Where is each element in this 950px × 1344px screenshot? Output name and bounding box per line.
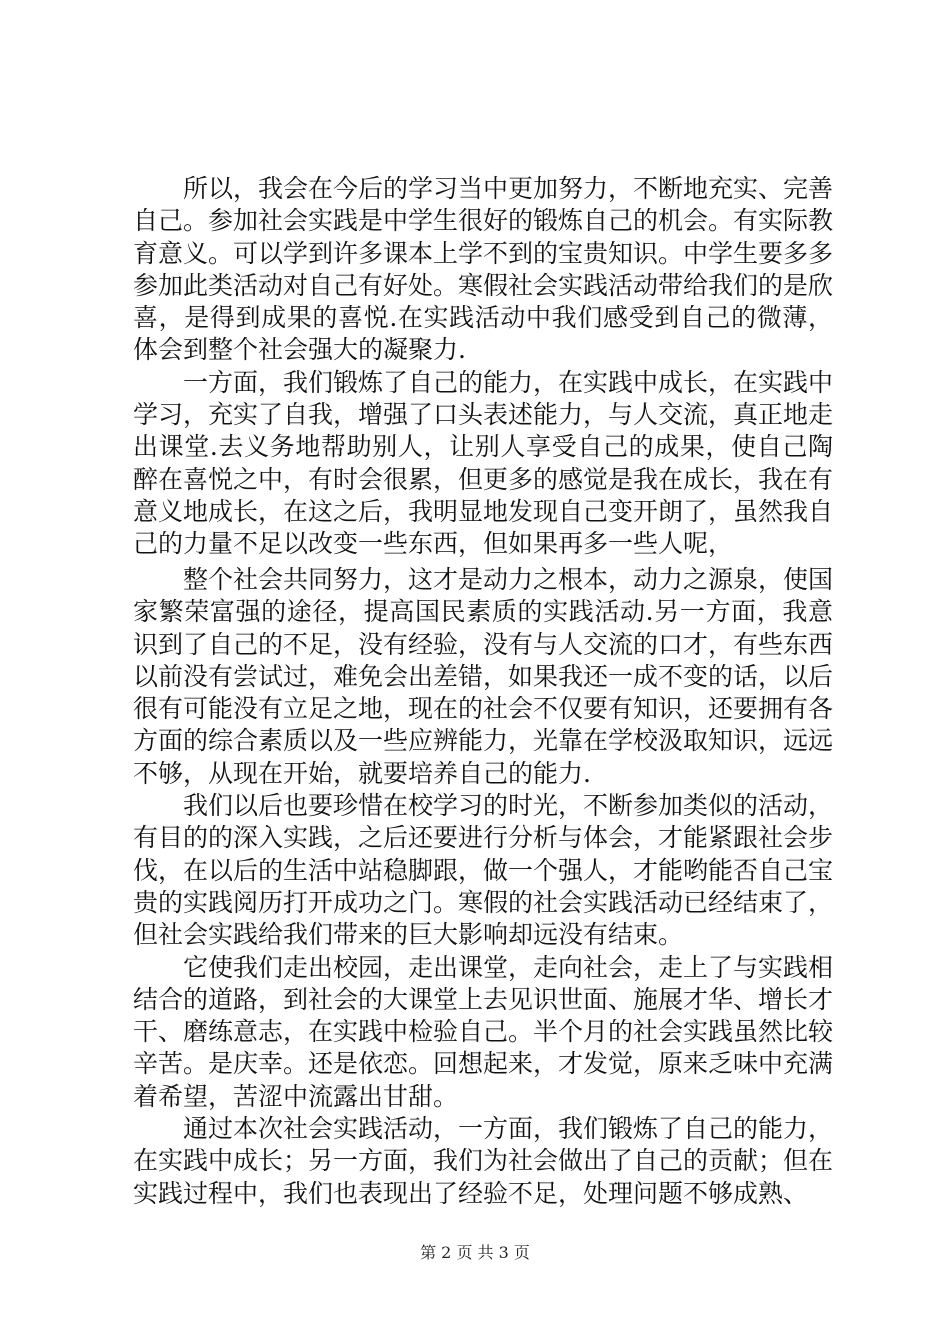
paragraph: 它使我们走出校园，走出课堂，走向社会，走上了与实践相结合的道路，到社会的大课堂上去见识世面、施展才华、增长才干、磨练意志，在实践中检验自己。半个月的社会实践虽然比较辛苦。是庆幸。还是依恋。回想起来，才发觉，原来乏味中充满着希望，苦涩中流露出甘甜。 — [133, 952, 834, 1111]
text-block-upper — [133, 173, 833, 561]
paragraph: 一方面，我们锻炼了自己的能力，在实践中成长，在实践中学习，充实了自我，增强了口头表述能力，与人交流，真正地走出课堂.去义务地帮助别人，让别人享受自己的成果，使自己陶醉在喜悦之中，有时会很累，但更多的感觉是我在成长，我在有意义地成长，在这之后，我明显地发现自己变开朗了，虽然我自己的力量不足以改变一些东西，但如果再多一些人呢， — [133, 367, 834, 559]
paragraph: 所以，我会在今后的学习当中更加努力，不断地充实、完善自己。参加社会实践是中学生很好的锻炼自己的机会。有实际教育意义。可以学到许多课本上学不到的宝贵知识。中学生要多多参加此类活动对自己有好处。寒假社会实践活动带给我们的是欣喜，是得到成果的喜悦.在实践活动中我们感受到自己的微薄，体会到整个社会强大的凝聚力. — [133, 174, 834, 365]
paragraph: 通过本次社会实践活动，一方面，我们锻炼了自己的能力，在实践中成长；另一方面，我们为社会做出了自己的贡献；但在实践过程中，我们也表现出了经验不足，处理问题不够成熟、 — [133, 1114, 834, 1208]
page-number-footer: 第 2 页 共 3 页 — [420, 1243, 530, 1262]
paragraph: 我们以后也要珍惜在校学习的时光，不断参加类似的活动，有目的的深入实践，之后还要进行分析与体会，才能紧跟社会步伐，在以后的生活中站稳脚跟，做一个强人，才能哟能否自己宝贵的实践阅历打开成功之门。寒假的社会实践活动已经结束了，但社会实践给我们带来的巨大影响却远没有结束。 — [133, 791, 834, 950]
text-block-lower — [133, 564, 833, 1210]
paragraph: 整个社会共同努力，这才是动力之根本，动力之源泉，使国家繁荣富强的途径，提高国民素质的实践活动.另一方面，我意识到了自己的不足，没有经验，没有与人交流的口才，有些东西以前没有尝试过，难免会出差错，如果我还一成不变的话，以后很有可能没有立足之地，现在的社会不仅要有知识，还要拥有各方面的综合素质以及一些应辨能力，光靠在学校汲取知识，远远不够，从现在开始，就要培养自己的能力. — [133, 565, 834, 788]
